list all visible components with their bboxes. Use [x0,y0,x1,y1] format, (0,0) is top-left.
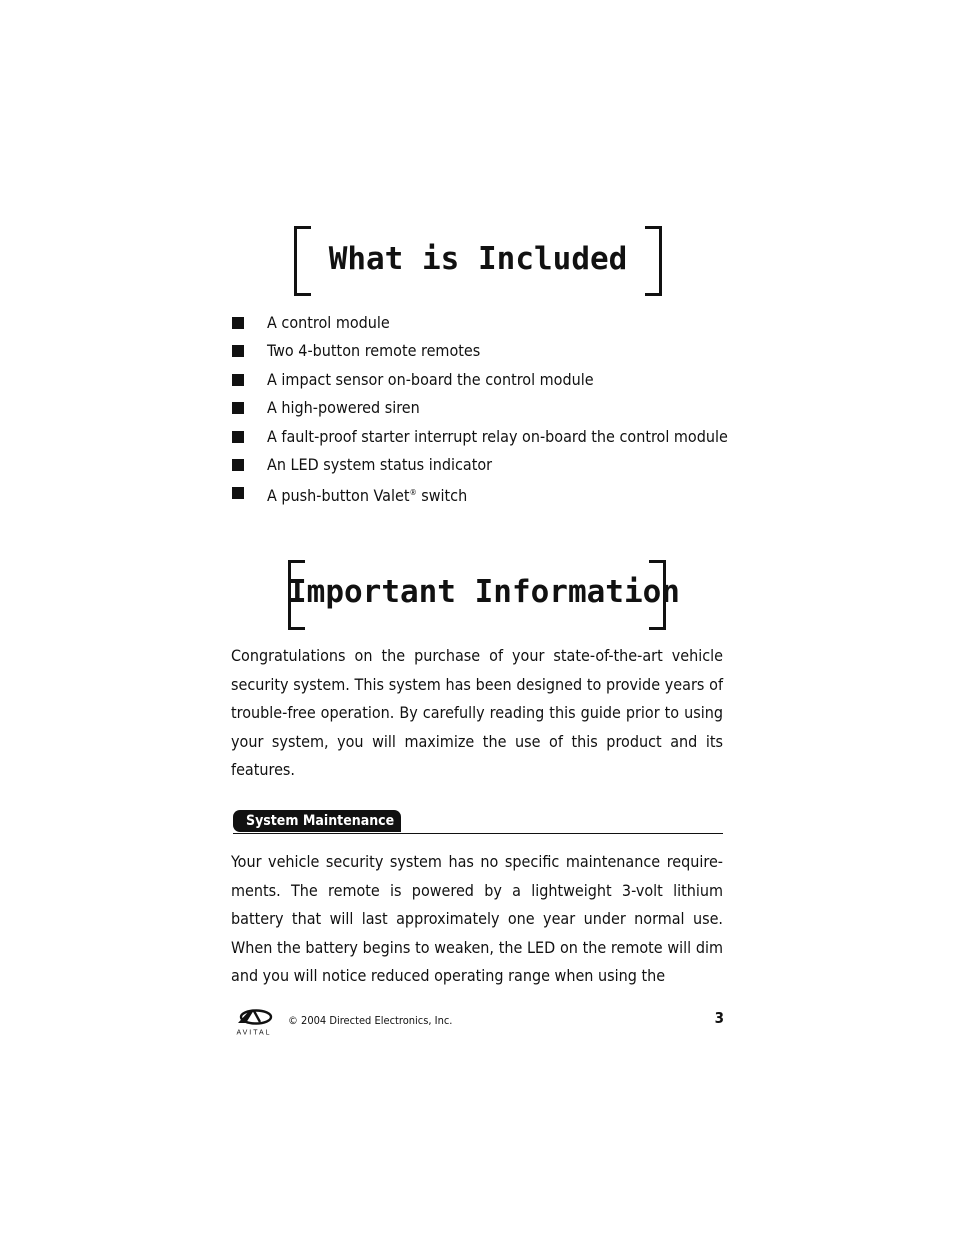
square-bullet-icon [232,345,244,357]
avital-logo [230,1008,278,1036]
intro-paragraph: Congratulations on the purchase of your state-of-the-art vehicle security system. This system has been designed to provide years of trouble-free operation. By carefully reading this guide prior to using your system, you will maximize the use of this product and its features. [231,646,723,779]
list-item: A impact sensor on-board the control module [231,366,731,394]
list-item: A control module [231,309,731,337]
copyright-text: © 2004 Directed Electronics, Inc. [288,1014,453,1027]
square-bullet-icon [232,317,244,329]
square-bullet-icon [232,431,244,443]
section-title: What is Included [328,241,628,277]
subsection-tab: System Maintenance [233,810,401,832]
important-information-heading [288,560,680,630]
list-item: A fault-proof starter interrupt relay on-board the control module [231,423,731,451]
list-item: Two 4-button remote remotes [231,337,731,365]
page-footer [230,1006,724,1036]
page-number: 3 [714,1009,724,1027]
square-bullet-icon [232,402,244,414]
registered-mark: ® [409,488,417,498]
square-bullet-icon [232,487,244,499]
list-item: A high-powered siren [231,394,731,422]
svg-text:AVITAL: AVITAL [236,1029,272,1036]
system-maintenance-bar [233,810,723,834]
list-item: A push-button Valet® switch [231,479,731,507]
section-title: Important Information [288,574,680,610]
square-bullet-icon [232,459,244,471]
right-bracket [645,226,662,296]
list-item: An LED system status indicator [231,451,731,479]
included-list [231,309,731,508]
square-bullet-icon [232,374,244,386]
maintenance-paragraph: Your vehicle security system has no specific maintenance require-ments. The remote is powered by a lightweight 3-volt lithium battery that will last approximately one year under normal use. When the battery begins to weaken, the LED on the remote will dim and you will notice reduced operating range when using the [231,852,723,985]
right-bracket [649,560,666,630]
what-is-included-heading [294,226,662,296]
